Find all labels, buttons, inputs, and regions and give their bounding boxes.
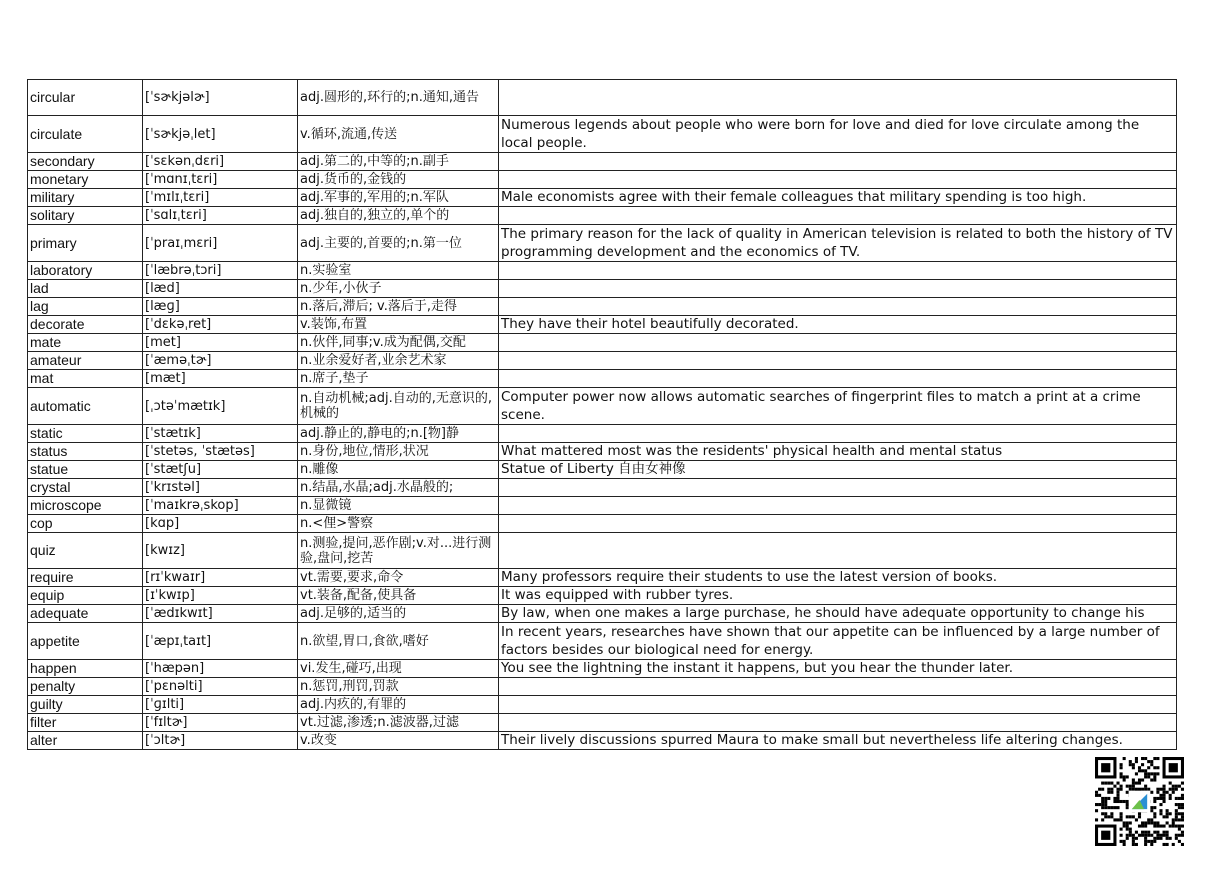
table-row bbox=[28, 515, 1177, 533]
meaning-cell: adj.货币的,金钱的 bbox=[298, 171, 499, 189]
table-row bbox=[28, 497, 1177, 515]
word-cell: static bbox=[28, 425, 143, 443]
word-cell: decorate bbox=[28, 316, 143, 334]
word-cell: circular bbox=[28, 80, 143, 116]
phonetic-cell: [mæt] bbox=[143, 370, 298, 388]
meaning-cell: n.自动机械;adj.自动的,无意识的,机械的 bbox=[298, 388, 499, 425]
table-row bbox=[28, 605, 1177, 623]
example-cell bbox=[499, 171, 1177, 189]
table-row bbox=[28, 262, 1177, 280]
word-cell: happen bbox=[28, 660, 143, 678]
table-row bbox=[28, 80, 1177, 116]
word-cell: amateur bbox=[28, 352, 143, 370]
meaning-cell: n.少年,小伙子 bbox=[298, 280, 499, 298]
example-cell bbox=[499, 153, 1177, 171]
meaning-cell: n.席子,垫子 bbox=[298, 370, 499, 388]
example-cell bbox=[499, 533, 1177, 569]
table-row bbox=[28, 153, 1177, 171]
table-row bbox=[28, 623, 1177, 660]
phonetic-cell: [ˈstætʃu] bbox=[143, 461, 298, 479]
example-cell: Many professors require their students to use the latest version of books. bbox=[499, 569, 1177, 587]
meaning-cell: v.装饰,布置 bbox=[298, 316, 499, 334]
table-row bbox=[28, 425, 1177, 443]
example-cell bbox=[499, 280, 1177, 298]
phonetic-cell: [ˈstetəs, ˈstætəs] bbox=[143, 443, 298, 461]
meaning-cell: vt.装备,配备,使具备 bbox=[298, 587, 499, 605]
meaning-cell: v.循环,流通,传送 bbox=[298, 116, 499, 153]
meaning-cell: vi.发生,碰巧,出现 bbox=[298, 660, 499, 678]
example-cell bbox=[499, 696, 1177, 714]
phonetic-cell: [ˈɡɪlti] bbox=[143, 696, 298, 714]
meaning-cell: n.身份,地位,情形,状况 bbox=[298, 443, 499, 461]
word-cell: filter bbox=[28, 714, 143, 732]
word-cell: mate bbox=[28, 334, 143, 352]
table-row bbox=[28, 696, 1177, 714]
phonetic-cell: [ˈædɪkwɪt] bbox=[143, 605, 298, 623]
meaning-cell: adj.军事的,军用的;n.军队 bbox=[298, 189, 499, 207]
meaning-cell: n.业余爱好者,业余艺术家 bbox=[298, 352, 499, 370]
word-cell: mat bbox=[28, 370, 143, 388]
table-row bbox=[28, 587, 1177, 605]
example-cell bbox=[499, 714, 1177, 732]
word-cell: statue bbox=[28, 461, 143, 479]
example-cell bbox=[499, 497, 1177, 515]
phonetic-cell: [ɪˈkwɪp] bbox=[143, 587, 298, 605]
word-cell: equip bbox=[28, 587, 143, 605]
meaning-cell: adj.内疚的,有罪的 bbox=[298, 696, 499, 714]
word-cell: primary bbox=[28, 225, 143, 262]
meaning-cell: vt.过滤,渗透;n.滤波器,过滤 bbox=[298, 714, 499, 732]
table-row bbox=[28, 334, 1177, 352]
word-cell: adequate bbox=[28, 605, 143, 623]
word-cell: automatic bbox=[28, 388, 143, 425]
table-row bbox=[28, 388, 1177, 425]
phonetic-cell: [ˈmɪlɪˌtɛri] bbox=[143, 189, 298, 207]
word-cell: solitary bbox=[28, 207, 143, 225]
meaning-cell: n.欲望,胃口,食欲,嗜好 bbox=[298, 623, 499, 660]
meaning-cell: n.显微镜 bbox=[298, 497, 499, 515]
table-row bbox=[28, 370, 1177, 388]
table-row bbox=[28, 660, 1177, 678]
table-row bbox=[28, 714, 1177, 732]
word-cell: penalty bbox=[28, 678, 143, 696]
table-row bbox=[28, 678, 1177, 696]
meaning-cell: v.改变 bbox=[298, 732, 499, 750]
phonetic-cell: [ˈstætɪk] bbox=[143, 425, 298, 443]
phonetic-cell: [ˈmɑnɪˌtɛri] bbox=[143, 171, 298, 189]
word-cell: monetary bbox=[28, 171, 143, 189]
phonetic-cell: [ˈpraɪˌmɛri] bbox=[143, 225, 298, 262]
table-row bbox=[28, 569, 1177, 587]
meaning-cell: adj.足够的,适当的 bbox=[298, 605, 499, 623]
example-cell bbox=[499, 479, 1177, 497]
table-row bbox=[28, 116, 1177, 153]
word-cell: crystal bbox=[28, 479, 143, 497]
phonetic-cell: [ˈɔltɚ] bbox=[143, 732, 298, 750]
meaning-cell: n.惩罚,刑罚,罚款 bbox=[298, 678, 499, 696]
word-cell: lag bbox=[28, 298, 143, 316]
word-cell: alter bbox=[28, 732, 143, 750]
table-row bbox=[28, 171, 1177, 189]
word-cell: laboratory bbox=[28, 262, 143, 280]
meaning-cell: adj.第二的,中等的;n.副手 bbox=[298, 153, 499, 171]
example-cell bbox=[499, 207, 1177, 225]
example-cell bbox=[499, 298, 1177, 316]
example-cell: Numerous legends about people who were born for love and died for love circulate among the local people. bbox=[499, 116, 1177, 153]
example-cell bbox=[499, 80, 1177, 116]
meaning-cell: n.测验,提问,恶作剧;v.对...进行测验,盘问,挖苦 bbox=[298, 533, 499, 569]
phonetic-cell: [ˌɔtəˈmætɪk] bbox=[143, 388, 298, 425]
phonetic-cell: [met] bbox=[143, 334, 298, 352]
phonetic-cell: [ˈmaɪkrəˌskop] bbox=[143, 497, 298, 515]
phonetic-cell: [kwɪz] bbox=[143, 533, 298, 569]
table-row bbox=[28, 443, 1177, 461]
example-cell: The primary reason for the lack of quality in American television is related to both the history of TV programming development and the economics of TV. bbox=[499, 225, 1177, 262]
example-cell bbox=[499, 370, 1177, 388]
example-cell bbox=[499, 262, 1177, 280]
table-row bbox=[28, 461, 1177, 479]
phonetic-cell: [ˈlæbrəˌtɔri] bbox=[143, 262, 298, 280]
meaning-cell: n.<俚>警察 bbox=[298, 515, 499, 533]
example-cell bbox=[499, 678, 1177, 696]
table-row bbox=[28, 280, 1177, 298]
table-row bbox=[28, 298, 1177, 316]
phonetic-cell: [læd] bbox=[143, 280, 298, 298]
table-row bbox=[28, 479, 1177, 497]
phonetic-cell: [læɡ] bbox=[143, 298, 298, 316]
phonetic-cell: [ˈfɪltɚ] bbox=[143, 714, 298, 732]
word-cell: secondary bbox=[28, 153, 143, 171]
example-cell bbox=[499, 515, 1177, 533]
word-cell: status bbox=[28, 443, 143, 461]
table-row bbox=[28, 533, 1177, 569]
phonetic-cell: [ˈsɚkjəlɚ] bbox=[143, 80, 298, 116]
example-cell: What mattered most was the residents' physical health and mental status bbox=[499, 443, 1177, 461]
example-cell: Male economists agree with their female colleagues that military spending is too high. bbox=[499, 189, 1177, 207]
table-row bbox=[28, 316, 1177, 334]
phonetic-cell: [ˈhæpən] bbox=[143, 660, 298, 678]
table-row bbox=[28, 189, 1177, 207]
phonetic-cell: [kɑp] bbox=[143, 515, 298, 533]
phonetic-cell: [ˈsɑlɪˌtɛri] bbox=[143, 207, 298, 225]
phonetic-cell: [ˈæməˌtɚ] bbox=[143, 352, 298, 370]
example-cell bbox=[499, 425, 1177, 443]
word-cell: cop bbox=[28, 515, 143, 533]
example-cell bbox=[499, 352, 1177, 370]
phonetic-cell: [ˈsɛkənˌdɛri] bbox=[143, 153, 298, 171]
meaning-cell: n.结晶,水晶;adj.水晶般的; bbox=[298, 479, 499, 497]
example-cell: It was equipped with rubber tyres. bbox=[499, 587, 1177, 605]
meaning-cell: adj.圆形的,环行的;n.通知,通告 bbox=[298, 80, 499, 116]
phonetic-cell: [ˈpɛnəlti] bbox=[143, 678, 298, 696]
word-cell: require bbox=[28, 569, 143, 587]
meaning-cell: n.雕像 bbox=[298, 461, 499, 479]
phonetic-cell: [ˈkrɪstəl] bbox=[143, 479, 298, 497]
word-cell: military bbox=[28, 189, 143, 207]
table-row bbox=[28, 225, 1177, 262]
meaning-cell: n.落后,滞后; v.落后于,走得 bbox=[298, 298, 499, 316]
example-cell: Statue of Liberty 自由女神像 bbox=[499, 461, 1177, 479]
word-cell: circulate bbox=[28, 116, 143, 153]
phonetic-cell: [ˈsɚkjəˌlet] bbox=[143, 116, 298, 153]
vocabulary-table bbox=[27, 79, 1177, 750]
meaning-cell: n.伙伴,同事;v.成为配偶,交配 bbox=[298, 334, 499, 352]
word-cell: microscope bbox=[28, 497, 143, 515]
word-cell: appetite bbox=[28, 623, 143, 660]
meaning-cell: vt.需要,要求,命令 bbox=[298, 569, 499, 587]
phonetic-cell: [ˈdɛkəˌret] bbox=[143, 316, 298, 334]
meaning-cell: adj.独自的,独立的,单个的 bbox=[298, 207, 499, 225]
example-cell: Their lively discussions spurred Maura to make small but nevertheless life altering changes. bbox=[499, 732, 1177, 750]
meaning-cell: adj.静止的,静电的;n.[物]静 bbox=[298, 425, 499, 443]
word-cell: guilty bbox=[28, 696, 143, 714]
phonetic-cell: [rɪˈkwaɪr] bbox=[143, 569, 298, 587]
vocabulary-table-body bbox=[28, 80, 1177, 750]
meaning-cell: adj.主要的,首要的;n.第一位 bbox=[298, 225, 499, 262]
word-cell: quiz bbox=[28, 533, 143, 569]
word-cell: lad bbox=[28, 280, 143, 298]
example-cell: You see the lightning the instant it happens, but you hear the thunder later. bbox=[499, 660, 1177, 678]
example-cell: They have their hotel beautifully decorated. bbox=[499, 316, 1177, 334]
example-cell: In recent years, researches have shown that our appetite can be influenced by a large number of factors besides our biological need for energy. bbox=[499, 623, 1177, 660]
table-row bbox=[28, 207, 1177, 225]
qr-code-icon bbox=[1095, 757, 1184, 846]
meaning-cell: n.实验室 bbox=[298, 262, 499, 280]
table-row bbox=[28, 352, 1177, 370]
table-row bbox=[28, 732, 1177, 750]
example-cell: By law, when one makes a large purchase, he should have adequate opportunity to change his bbox=[499, 605, 1177, 623]
phonetic-cell: [ˈæpɪˌtaɪt] bbox=[143, 623, 298, 660]
example-cell: Computer power now allows automatic searches of fingerprint files to match a print at a crime scene. bbox=[499, 388, 1177, 425]
example-cell bbox=[499, 334, 1177, 352]
